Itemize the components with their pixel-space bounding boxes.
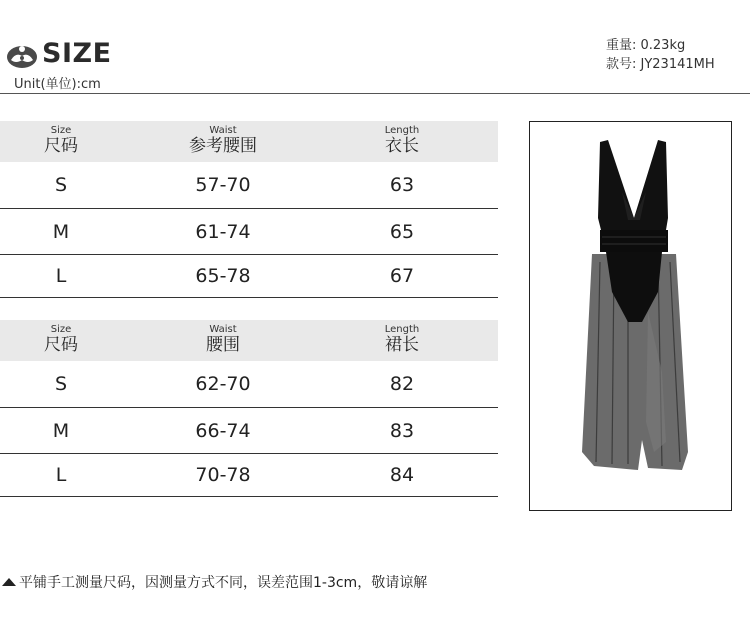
- cell-waist: 70-78: [195, 464, 251, 486]
- table-header: [0, 320, 498, 361]
- header-waist-zh: 参考腰围: [189, 136, 257, 156]
- cell-length: 65: [389, 220, 415, 243]
- header-length-zh: 裙长: [385, 335, 419, 355]
- table-row: [0, 255, 498, 298]
- unit-label: Unit(单位):cm: [14, 77, 101, 92]
- cell-size: L: [55, 265, 67, 287]
- cell-size: S: [54, 373, 68, 395]
- cell-waist: 57-70: [195, 174, 251, 196]
- size-logo-text: SIZE: [42, 38, 112, 69]
- cell-length: 67: [389, 265, 415, 287]
- table-row: [0, 361, 498, 408]
- header-waist: [162, 324, 284, 355]
- cell-length: 63: [389, 174, 415, 196]
- dress-illustration: [530, 122, 731, 510]
- product-photo: [529, 121, 732, 511]
- table-row: [0, 162, 498, 209]
- header-size-zh: 尺码: [44, 335, 78, 355]
- table-header: [0, 121, 498, 162]
- header-length-zh: 衣长: [385, 136, 419, 156]
- cell-length: 83: [389, 419, 415, 442]
- header-size: [22, 324, 100, 355]
- header-length-en: Length: [384, 324, 420, 335]
- product-meta: [606, 36, 715, 74]
- cell-size: M: [52, 220, 70, 243]
- header: [0, 0, 750, 94]
- model-number: 款号: JY23141MH: [606, 57, 715, 72]
- triangle-icon: [2, 578, 16, 586]
- cell-size: S: [54, 174, 68, 196]
- cell-length: 82: [389, 373, 415, 395]
- weight-label: 重量: 0.23kg: [606, 38, 686, 53]
- header-divider: [0, 93, 750, 94]
- header-length: [362, 324, 442, 355]
- header-length: [362, 125, 442, 156]
- header-size-zh: 尺码: [44, 136, 78, 156]
- footer-note-text: 平铺手工测量尺码，因测量方式不同，误差范围1-3cm，敬请谅解: [19, 575, 428, 591]
- table-row: [0, 408, 498, 454]
- header-waist-en: Waist: [209, 324, 237, 335]
- header-waist: [162, 125, 284, 156]
- table-row: [0, 209, 498, 255]
- cell-size: M: [52, 419, 70, 442]
- cell-size: L: [55, 464, 67, 486]
- cell-waist: 65-78: [195, 265, 251, 287]
- header-size-en: Size: [50, 125, 72, 136]
- cell-waist: 66-74: [195, 419, 251, 442]
- cell-length: 84: [389, 464, 415, 486]
- header-size: [22, 125, 100, 156]
- size-logo-icon: [6, 42, 38, 70]
- size-table-top: [0, 121, 498, 298]
- header-waist-en: Waist: [209, 125, 237, 136]
- measurement-note: [2, 572, 427, 592]
- size-table-bottom: [0, 320, 498, 497]
- header-length-en: Length: [384, 125, 420, 136]
- header-size-en: Size: [50, 324, 72, 335]
- header-waist-zh: 腰围: [206, 335, 240, 355]
- cell-waist: 62-70: [195, 373, 251, 395]
- table-row: [0, 454, 498, 497]
- cell-waist: 61-74: [195, 220, 251, 243]
